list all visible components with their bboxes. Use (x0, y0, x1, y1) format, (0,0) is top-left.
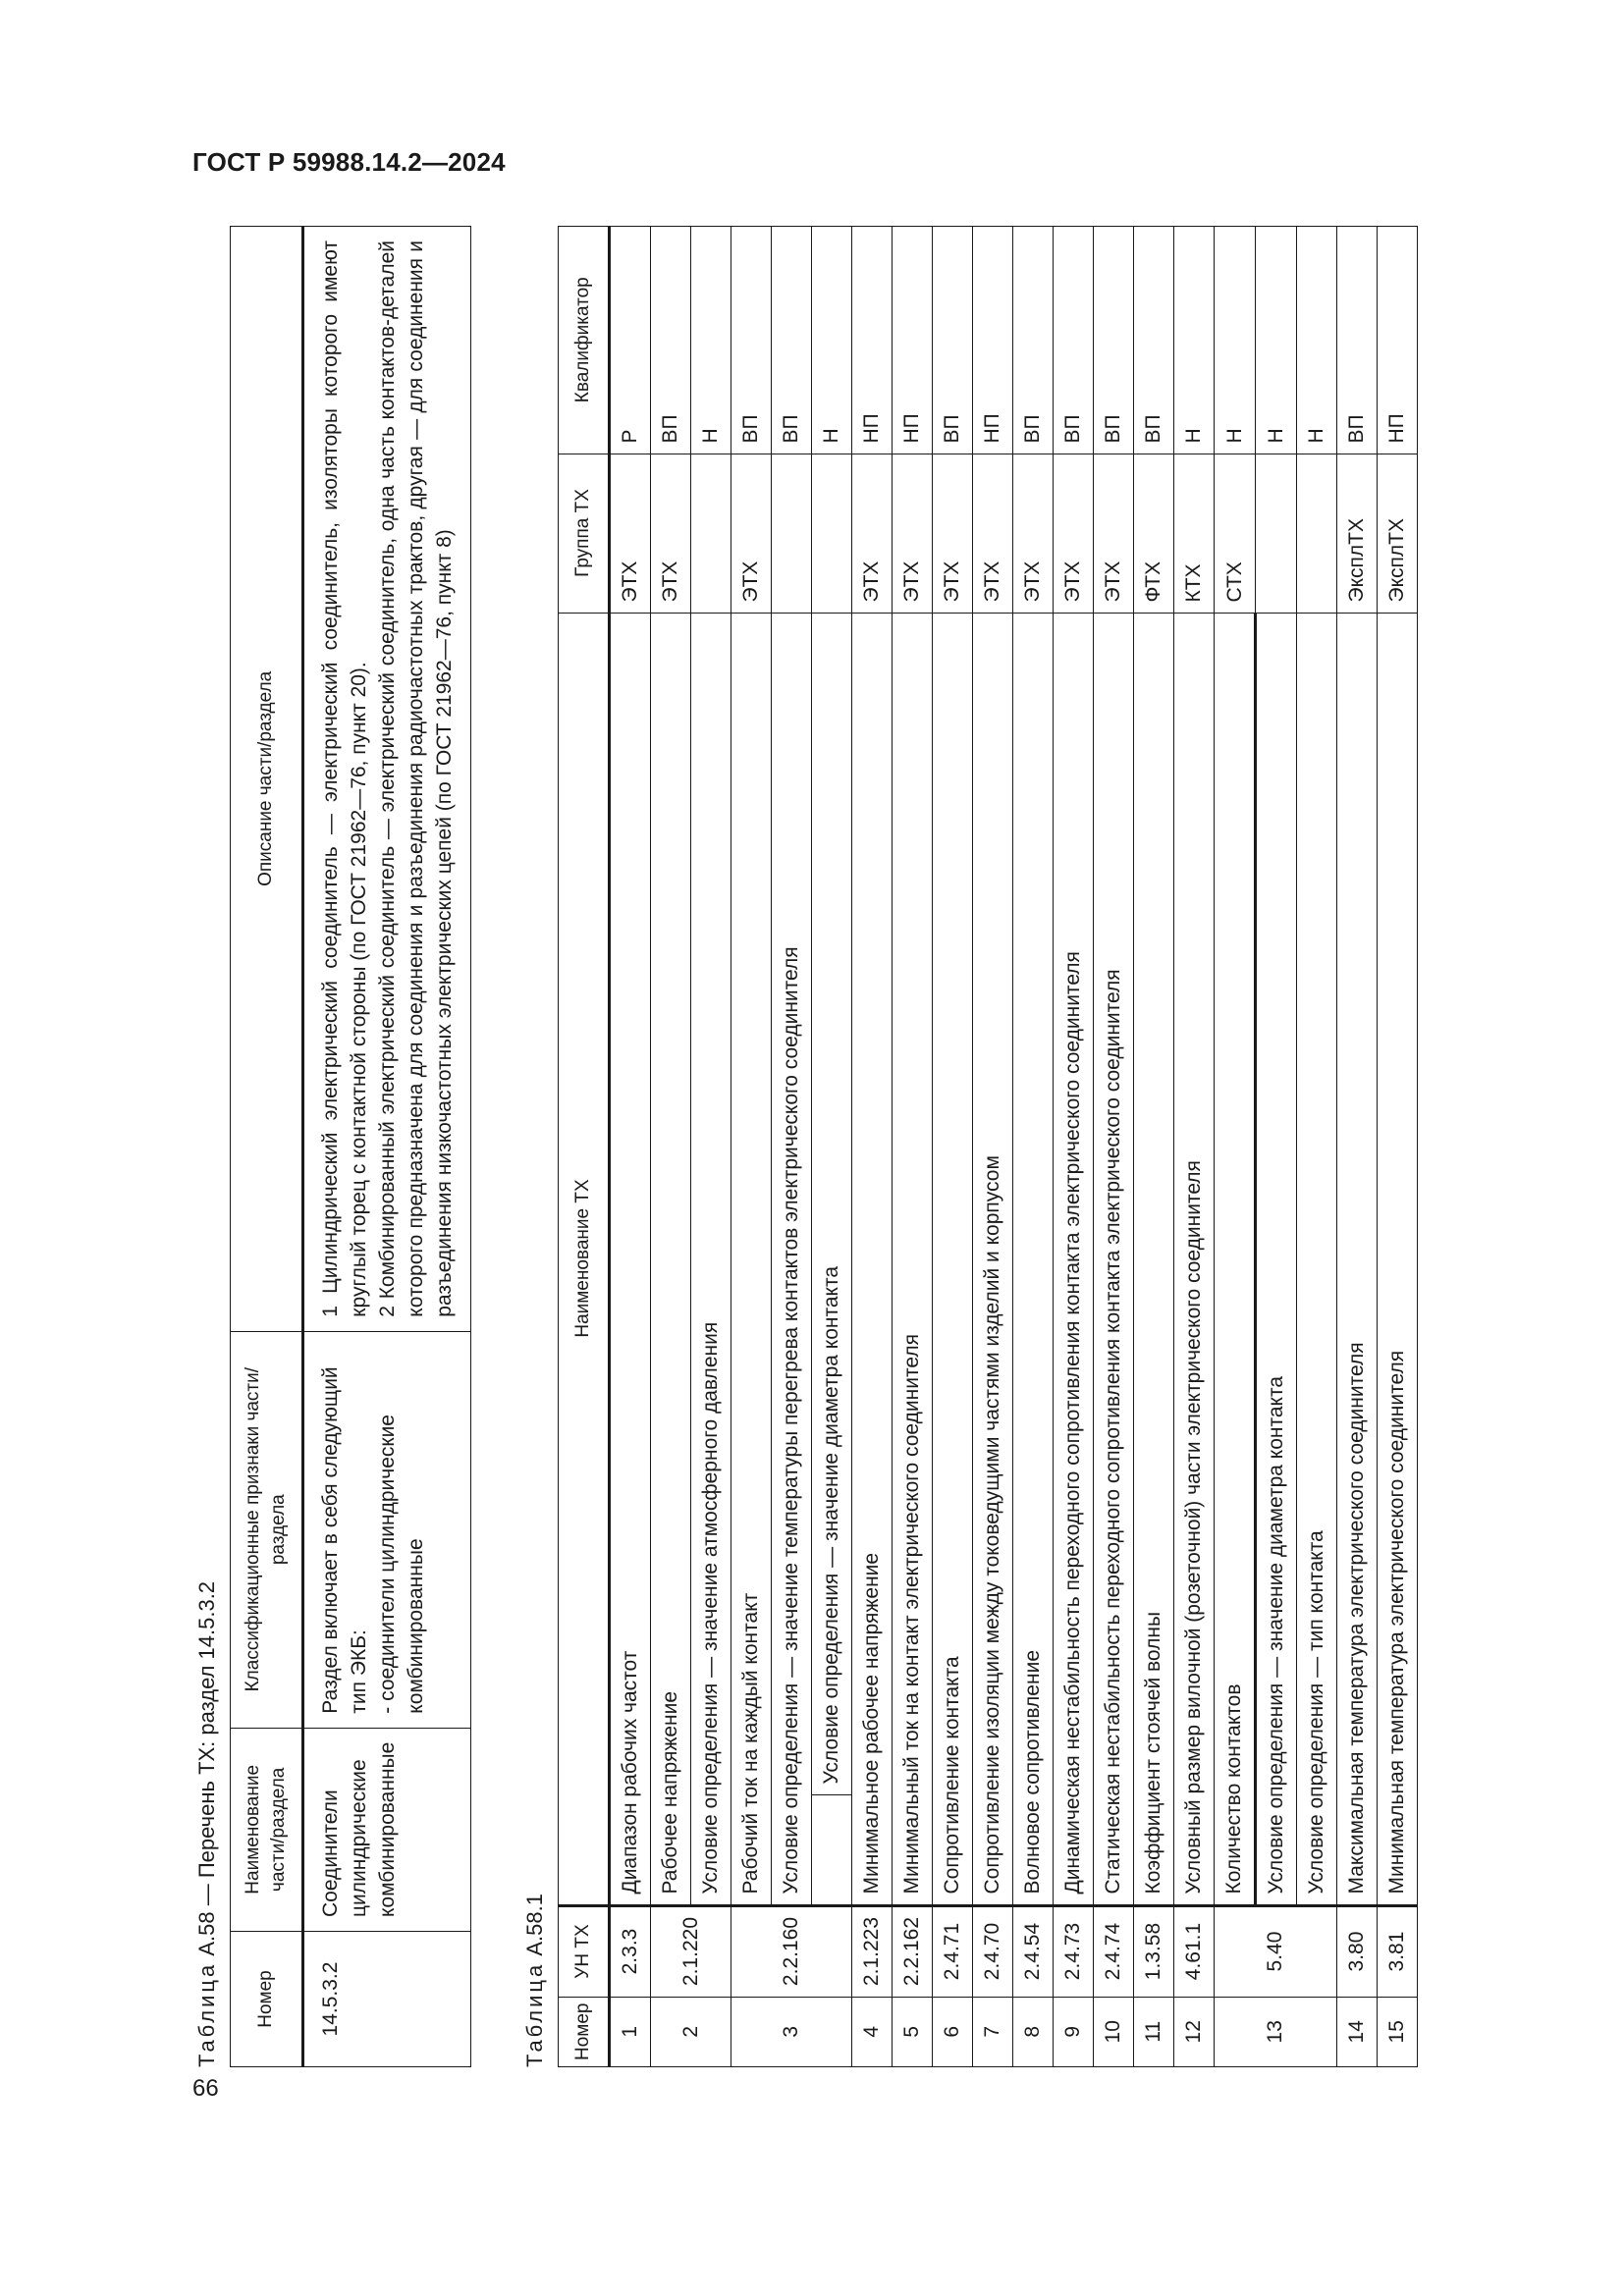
row-group: ЭТХ (973, 454, 1013, 613)
row-un: 2.4.71 (933, 1905, 973, 1997)
table-header-row (559, 227, 610, 2067)
rotated-page-content (192, 222, 1508, 2067)
column-header-number: Номер (559, 1997, 610, 2066)
table-a58-caption (194, 1581, 220, 2067)
column-header: Описание части/раздела (231, 227, 303, 1332)
row-group: ЭТХ (651, 454, 691, 613)
caption-word: Таблица (194, 1961, 219, 2067)
row-number: 9 (1054, 1997, 1094, 2066)
table-row (610, 227, 651, 2067)
row-name: Волновое сопротивление (1013, 613, 1054, 1905)
section-description (303, 227, 471, 1332)
section-classification (303, 1331, 471, 1728)
column-header-name: Наименование ТХ (559, 613, 610, 1905)
row-group: ЭТХ (852, 454, 893, 613)
row-qualifier: ВП (1134, 227, 1174, 454)
document-header: ГОСТ Р 59988.14.2—2024 (192, 147, 506, 177)
table-row (893, 227, 933, 2067)
table-row (812, 227, 852, 2067)
row-un: 5.40 (1215, 1905, 1337, 1997)
row-number: 15 (1378, 1997, 1418, 2066)
column-header: Классификационные признаки части/раздела (231, 1331, 303, 1728)
row-number: 6 (933, 1997, 973, 2066)
row-name: Коэффициент стоячей волны (1134, 613, 1174, 1905)
row-number: 4 (852, 1997, 893, 2066)
row-qualifier: НП (1378, 227, 1418, 454)
row-name: Условие определения — значение диаметра контакта (812, 613, 852, 1794)
row-qualifier: Н (812, 227, 852, 454)
row-un: 1.3.58 (1134, 1905, 1174, 1997)
table-a581-caption (522, 1894, 548, 2067)
row-number: 5 (893, 1997, 933, 2066)
row-number: 7 (973, 1997, 1013, 2066)
row-qualifier: ВП (1094, 227, 1134, 454)
table-row (1013, 227, 1054, 2067)
column-header: Наименование части/раздела (231, 1728, 303, 1931)
table-row (973, 227, 1013, 2067)
row-qualifier: Н (1256, 227, 1297, 454)
table-a58 (230, 226, 471, 2067)
table-row (1215, 227, 1256, 2067)
table-row (1094, 227, 1134, 2067)
row-qualifier: ВП (772, 227, 812, 454)
row-group (1256, 454, 1297, 613)
table-row (1378, 227, 1418, 2067)
table-row (1054, 227, 1094, 2067)
row-qualifier: Н (1297, 227, 1337, 454)
row-name: Условный размер вилочной (розеточной) части электрического соединителя (1174, 613, 1215, 1905)
row-qualifier: НП (893, 227, 933, 454)
row-name: Условие определения — значение диаметра контакта (1256, 613, 1297, 1905)
column-header: Номер (231, 1932, 303, 2067)
classification-line: Раздел включает в себя следующий тип ЭКБ: (319, 1366, 370, 1714)
row-group: ЭксплТХ (1378, 454, 1418, 613)
classification-line: - соединители цилиндрические комбинированные (376, 1415, 427, 1714)
indent-cell (812, 1794, 852, 1905)
row-qualifier: Н (1215, 227, 1256, 454)
row-un: 2.4.74 (1094, 1905, 1134, 1997)
row-qualifier: Н (1174, 227, 1215, 454)
row-qualifier: ВП (731, 227, 772, 454)
row-number: 14 (1337, 1997, 1378, 2066)
column-header-group: Группа ТХ (559, 454, 610, 613)
row-qualifier: ВП (1013, 227, 1054, 454)
table-row (772, 227, 812, 2067)
row-un: 2.4.73 (1054, 1905, 1094, 1997)
row-group (812, 454, 852, 613)
row-group (1297, 454, 1337, 613)
row-name: Статическая нестабильность переходного сопротивления контакта электрического соединителя (1094, 613, 1134, 1905)
table-row (691, 227, 731, 2067)
row-number: 8 (1013, 1997, 1054, 2066)
row-name: Условие определения — значение атмосферного давления (691, 613, 731, 1905)
row-number: 11 (1134, 1997, 1174, 2066)
table-row (303, 227, 471, 2067)
row-number: 10 (1094, 1997, 1134, 2066)
row-group: ЭТХ (1054, 454, 1094, 613)
row-number: 12 (1174, 1997, 1215, 2066)
row-un: 2.4.54 (1013, 1905, 1054, 1997)
column-header-qualifier: Квалификатор (559, 227, 610, 454)
table-row (651, 227, 691, 2067)
row-name: Рабочее напряжение (651, 613, 691, 1905)
row-group (691, 454, 731, 613)
row-un: 2.1.223 (852, 1905, 893, 1997)
row-number: 3 (731, 1997, 852, 2066)
row-name: Диапазон рабочих частот (610, 613, 651, 1905)
row-qualifier: НП (852, 227, 893, 454)
description-paragraph: 2 Комбинированный электрический соединитель — электрический соединитель, одна часть контактов-деталей которого предназначена для соединения и разъединения радиочастотных трактов, другая — для соединения и разъединения низкочастотных электрических цепей (по ГОСТ 21962—76, пункт 8) (376, 240, 456, 1317)
table-row (1174, 227, 1215, 2067)
row-qualifier: ВП (1337, 227, 1378, 454)
row-group: ЭТХ (610, 454, 651, 613)
row-un: 2.4.70 (973, 1905, 1013, 1997)
row-name: Минимальная температура электрического соединителя (1378, 613, 1418, 1905)
table-row (1256, 227, 1297, 2067)
row-group: ЭТХ (1094, 454, 1134, 613)
table-row (731, 227, 772, 2067)
row-qualifier: ВП (1054, 227, 1094, 454)
row-number: 13 (1215, 1997, 1337, 2066)
caption-word: Таблица (522, 1961, 547, 2067)
row-group (772, 454, 812, 613)
table-row (933, 227, 973, 2067)
table-row (1134, 227, 1174, 2067)
row-name: Максимальная температура электрического соединителя (1337, 613, 1378, 1905)
row-name: Количество контактов (1215, 613, 1256, 1905)
row-group: КТХ (1174, 454, 1215, 613)
row-group: ЭТХ (731, 454, 772, 613)
row-name: Сопротивление изоляции между токоведущими частями изделий и корпусом (973, 613, 1013, 1905)
table-row (1297, 227, 1337, 2067)
row-name: Динамическая нестабильность переходного сопротивления контакта электрического соединителя (1054, 613, 1094, 1905)
row-qualifier: ВП (933, 227, 973, 454)
description-paragraph: 1 Цилиндрический электрический соединитель — электрический соединитель, изоляторы которого имеют круглый торец с контактной стороны (по ГОСТ 21962—76, пункт 20). (319, 240, 370, 1317)
row-qualifier: НП (973, 227, 1013, 454)
row-name: Условие определения — значение температуры перегрева контактов электрического соединителя (772, 613, 812, 1905)
caption-text: А.58.1 (522, 1894, 547, 1962)
row-name: Условие определения — тип контакта (1297, 613, 1337, 1905)
row-number: 1 (610, 1997, 651, 2066)
row-number: 2 (651, 1997, 731, 2066)
row-un: 2.2.162 (893, 1905, 933, 1997)
row-group: ЭТХ (1013, 454, 1054, 613)
row-un: 3.80 (1337, 1905, 1378, 1997)
table-a581 (558, 226, 1418, 2067)
row-group: ЭТХ (893, 454, 933, 613)
table-row (852, 227, 893, 2067)
row-un: 2.1.220 (651, 1905, 731, 1997)
section-number: 14.5.3.2 (303, 1932, 471, 2067)
table-row (1337, 227, 1378, 2067)
row-un: 4.61.1 (1174, 1905, 1215, 1997)
row-group: ЭТХ (933, 454, 973, 613)
row-group: ФТХ (1134, 454, 1174, 613)
row-name: Минимальное рабочее напряжение (852, 613, 893, 1905)
row-group: ЭксплТХ (1337, 454, 1378, 613)
row-qualifier: ВП (651, 227, 691, 454)
column-header-un: УН ТХ (559, 1905, 610, 1997)
table-header-row (231, 227, 303, 2067)
row-un: 2.2.160 (731, 1905, 852, 1997)
row-name: Сопротивление контакта (933, 613, 973, 1905)
row-group: СТХ (1215, 454, 1256, 613)
row-un: 2.3.3 (610, 1905, 651, 1997)
row-qualifier: Р (610, 227, 651, 454)
row-qualifier: Н (691, 227, 731, 454)
caption-text: А.58 — Перечень ТХ: раздел 14.5.3.2 (194, 1580, 219, 1962)
row-name: Рабочий ток на каждый контакт (731, 613, 772, 1905)
section-name: Соединители цилиндрические комбинированные (303, 1728, 471, 1931)
row-name: Минимальный ток на контакт электрического соединителя (893, 613, 933, 1905)
row-un: 3.81 (1378, 1905, 1418, 1997)
page-number: 66 (192, 2075, 219, 2102)
